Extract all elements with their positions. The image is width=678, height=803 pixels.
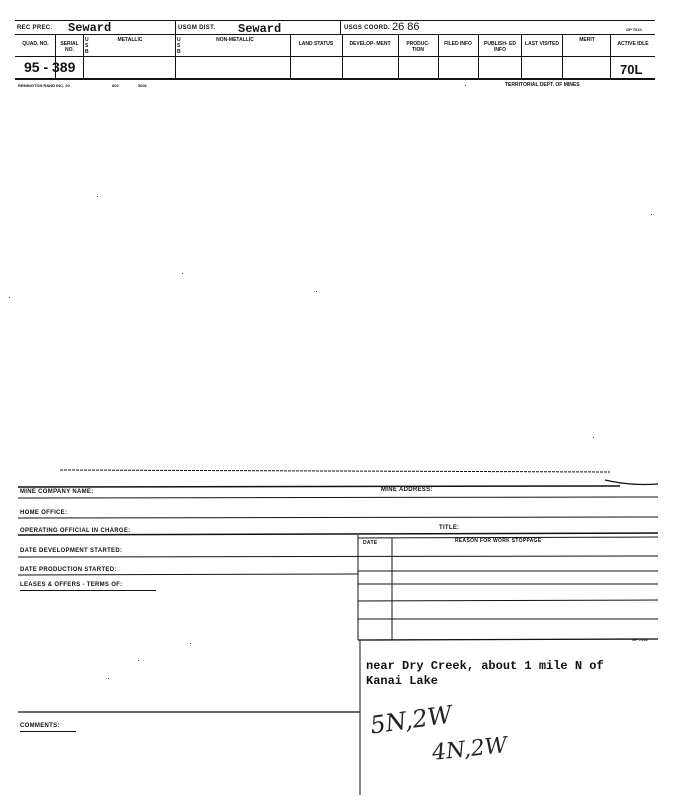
speck (190, 643, 191, 644)
usgs-coord-value: 26 86 (392, 21, 420, 33)
col-development: DEVELOP- MENT (349, 41, 391, 47)
note-line-1: near Dry Creek, about 1 mile N of (366, 659, 604, 673)
col-land-status: LAND STATUS (298, 41, 334, 47)
handwritten-line-2: 4N,2W (430, 733, 509, 766)
usgm-dist-value: Seward (238, 22, 282, 36)
active-idle-value: 70L (620, 62, 643, 77)
mine-company-name-label: MINE COMPANY NAME: (20, 489, 94, 495)
col-metallic: METALLIC (117, 37, 143, 43)
rec-prec-label: REC PREC. (17, 25, 53, 31)
date-development-label: DATE DEVELOPMENT STARTED: (20, 548, 123, 554)
col-metallic-usb: U S B (85, 37, 89, 55)
col-filed-info: FILED INFO (444, 41, 472, 47)
reason-column-header: REASON FOR WORK STOPPAGE (455, 538, 542, 544)
col-production: PRODUC- TION (406, 41, 430, 53)
usgm-dist-label: USGM DIST. (178, 25, 216, 31)
rec-prec-value: Seward (68, 21, 112, 35)
printer-code-1: 602 (112, 83, 119, 88)
col-active-idle: ACTIVE IDLE (617, 41, 649, 47)
note-line-2: Kanai Lake (366, 674, 439, 688)
home-office-label: HOME OFFICE: (20, 510, 68, 516)
comments-label: COMMENTS: (20, 723, 60, 729)
date-column-header: DATE (363, 540, 378, 546)
col-nonmetallic-usb: U S B (177, 37, 181, 55)
comments-underline (20, 731, 76, 732)
col-last-visited: LAST VISITED (525, 41, 559, 47)
title-label: TITLE: (439, 525, 460, 531)
speck (138, 660, 139, 661)
leases-label: LEASES & OFFERS - TERMS OF: (20, 582, 123, 588)
speck (108, 678, 109, 679)
form-code-top: GP 7010 (626, 27, 642, 32)
date-production-label: DATE PRODUCTION STARTED: (20, 567, 117, 573)
col-quad-no: QUAD. NO. (22, 41, 49, 47)
col-nonmetallic: NON-METALLIC (216, 37, 254, 43)
agency-name: TERRITORIAL DEPT. OF MINES (505, 82, 580, 88)
mine-address-label: MINE ADDRESS: (381, 487, 433, 493)
printer-code-2: 5001 (138, 83, 147, 88)
operating-official-label: OPERATING OFFICIAL IN CHARGE: (20, 528, 131, 534)
quad-serial-value: 95 - 389 (24, 59, 76, 75)
printer-name: REMINGTON RAND INC. 20 (18, 83, 70, 88)
form-code-lower: GP 7010 (632, 637, 648, 642)
col-published-info: PUBLISH- ED INFO (484, 41, 516, 53)
handwritten-line-1: 5N,2W (368, 700, 454, 740)
usgs-coord-label: USGS COORD. (344, 25, 390, 31)
col-merit: MERIT (579, 37, 595, 43)
leases-underline (20, 590, 156, 591)
col-serial-no: SERIAL NO. (60, 41, 79, 53)
